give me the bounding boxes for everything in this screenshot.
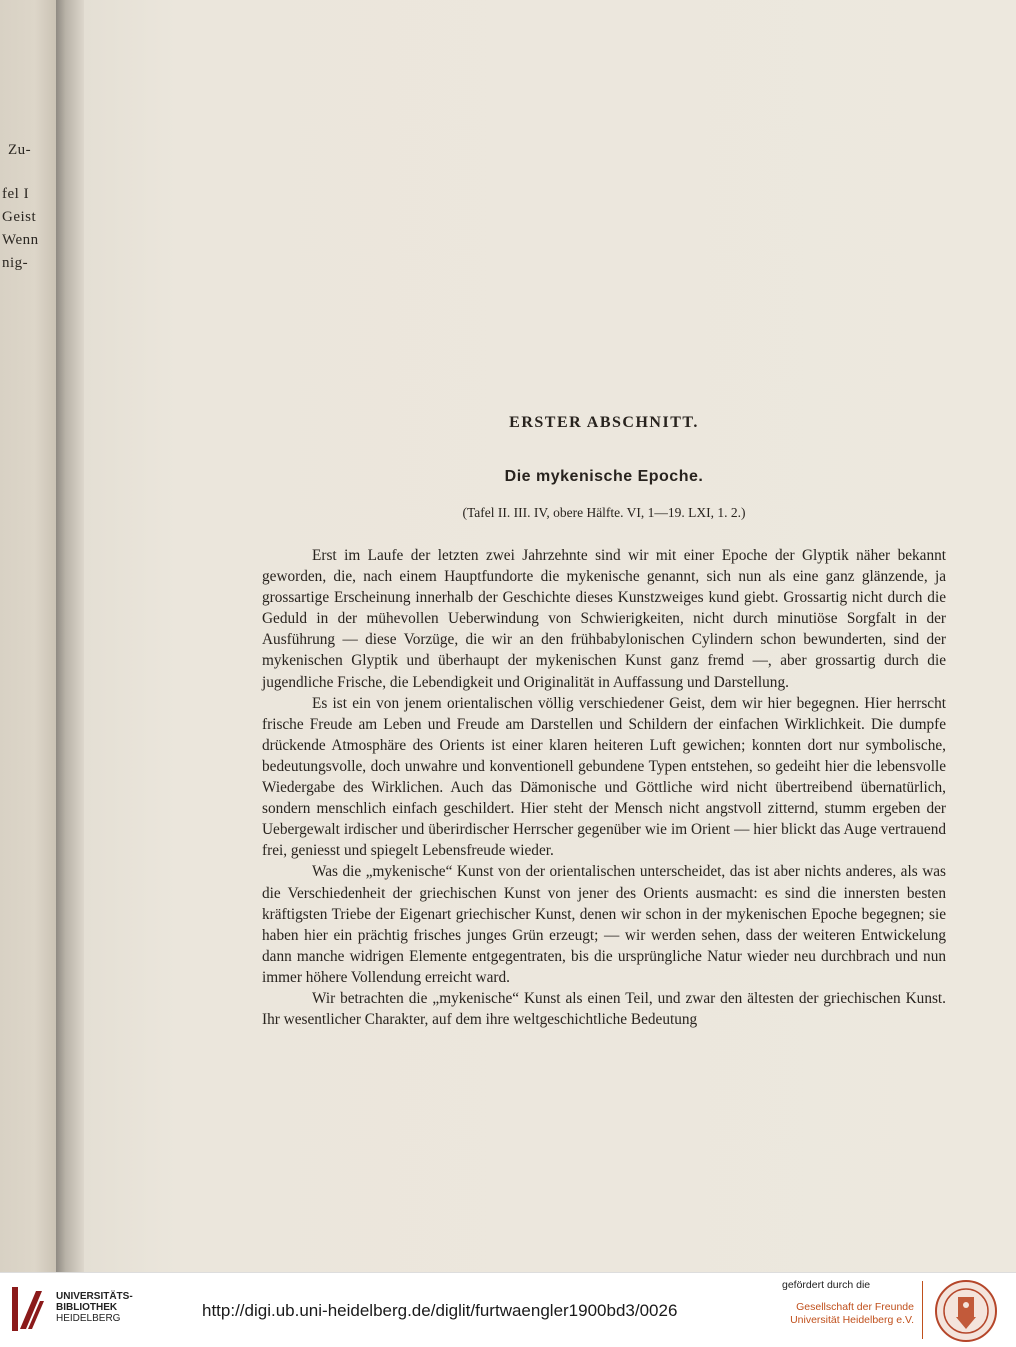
sponsor-label: gefördert durch die — [782, 1279, 871, 1291]
left-page-fragment: Zu- — [8, 142, 32, 158]
paragraph: Was die „mykenische“ Kunst von der orientalischen unterscheidet, das ist aber nichts anderes, als was die Verschiedenheit der griechischen Kunst von jener des Orients ausmacht: es sind die innersten besten kräftigsten Triebe der Eigenart griechischer Kunst, denen wir schon in der mykenischen Epoche begegnen; sie haben hier ein prächtig frisches junges Grün erzeugt; — wir werden sehen, dass der weiteren Entwickelung dann manche widrigen Elemente entgegentraten, bis die ursprüngliche Natur wieder neu durchbrach und nun immer höhere Vollendung erreicht ward. — [262, 863, 946, 986]
paragraph: Es ist ein von jenem orientalischen völlig verschiedener Geist, dem wir hier begegnen. Hier herrscht frische Freude am Leben und Freude am Darstellen und Schildern der einfachen Wirklichkeit. Die dumpfe drückende Atmosphäre des Orients ist einer klaren heiteren Luft gewichen; konnten dort nur symbolische, bedeutungsvolle, doch unwahre und konventionell gebundene Typen entstehen, so gedeiht hier die lebensvolle Wiedergabe des Wirklichen. Auch das Dämonische und Göttliche wird nicht übertreibend übernatürlich, sondern menschlich einfach geschildert. Hier steht der Mensch nicht angstvoll zitternd, stumm ergeben der Uebergewalt irdischer und überirdischer Herrscher gegenüber wie im Orient — hier blickt das Auge vertrauend frei, geniesst und spiegelt Lebensfreude wieder. — [262, 694, 946, 860]
university-seal-icon — [934, 1279, 998, 1343]
left-page-fragment: Geist — [2, 209, 37, 225]
book-gutter — [56, 0, 84, 1272]
sponsor-divider — [922, 1281, 923, 1339]
left-page-fragment: fel I — [2, 186, 30, 202]
section-heading: ERSTER ABSCHNITT. — [509, 414, 699, 431]
ub-library-logo-icon — [10, 1285, 46, 1333]
paragraph: Wir betrachten die „mykenische“ Kunst als einen Teil, und zwar den ältesten der griechischen Kunst. Ihr wesentlicher Charakter, auf dem ihre weltgeschichtliche Bedeutung — [262, 989, 946, 1029]
chapter-title: Die mykenische Epoche. — [504, 468, 704, 485]
left-page-fragment: Wenn — [2, 232, 39, 248]
sponsor-name: Gesellschaft der Freunde — [796, 1301, 914, 1313]
sponsor-block — [782, 1279, 914, 1327]
right-page — [84, 0, 1016, 1272]
paragraph: Erst im Laufe der letzten zwei Jahrzehnte sind wir mit einer Epoche der Glyptik näher bekannt geworden, die, nach einem Hauptfundorte die mykenische genannt, sich nun als eine ganz glänzende, ja grossartige Erscheinung innerhalb der Geschichte dieses Kunstzweiges kund giebt. Grossartig nicht durch die Geduld in der mühevollen Ueberwindung von Schwierigkeiten, nicht durch minutiöse Sorgfalt in der Ausführung — diese Vorzüge, die wir an den frühbabylonischen Cylindern schon bewunderten, sind der mykenischen Glyptik und überhaupt der mykenischen Kunst ganz fremd —, aber grossartig durch die jugendliche Frische, die Lebendigkeit und Originalität in Auffassung und Darstellung. — [262, 547, 946, 691]
plate-reference: (Tafel II. III. IV, obere Hälfte. VI, 1—19. LXI, 1. 2.) — [462, 505, 746, 520]
body-text — [262, 545, 946, 1030]
library-name-line: BIBLIOTHEK — [56, 1302, 118, 1313]
left-page-fragment: nig- — [2, 255, 29, 271]
library-name — [56, 1291, 133, 1324]
sponsor-name: Universität Heidelberg e.V. — [790, 1314, 914, 1326]
permalink-url[interactable]: http://digi.ub.uni-heidelberg.de/diglit/furtwaengler1900bd3/0026 — [202, 1301, 678, 1320]
library-name-line: HEIDELBERG — [56, 1313, 121, 1324]
footer-bar — [0, 1272, 1016, 1347]
left-page-edge — [0, 0, 58, 1272]
library-name-line: UNIVERSITÄTS- — [56, 1291, 133, 1302]
